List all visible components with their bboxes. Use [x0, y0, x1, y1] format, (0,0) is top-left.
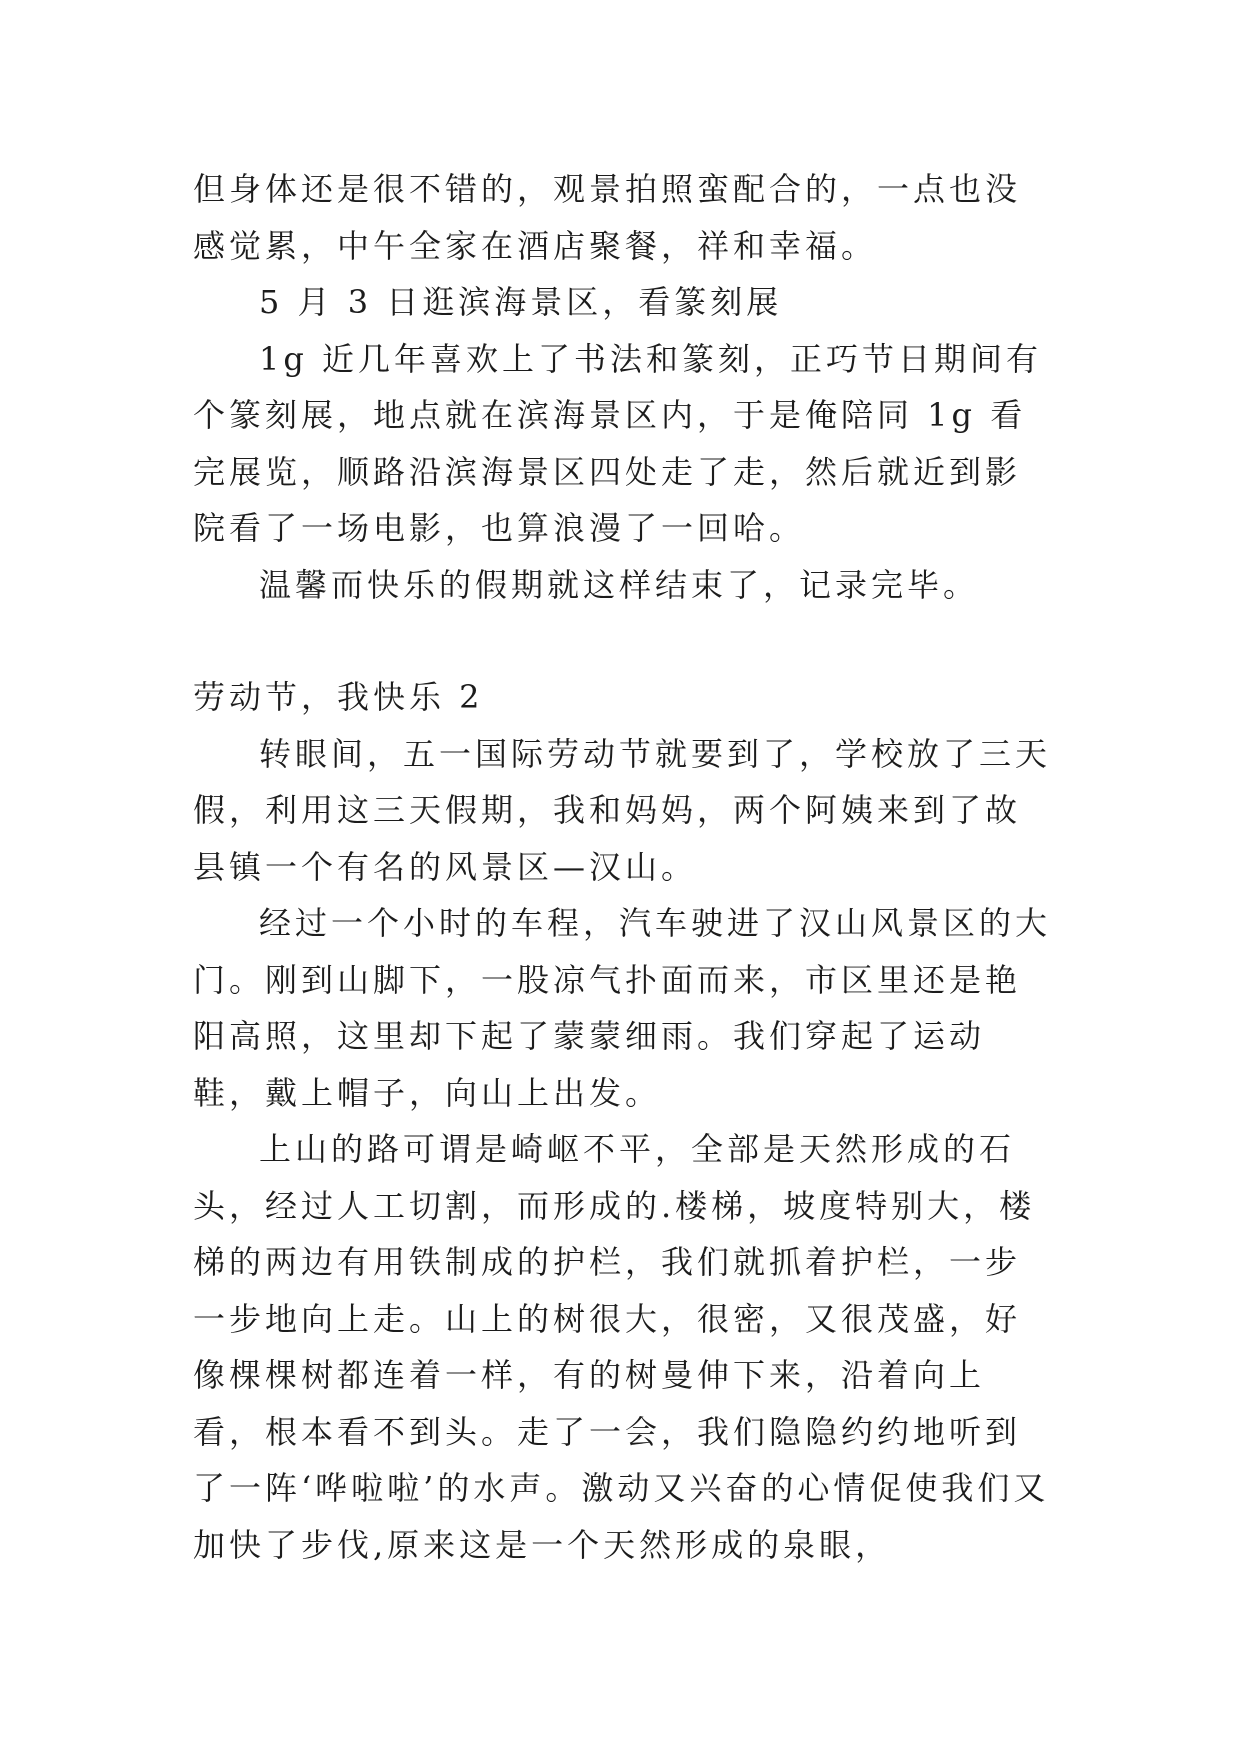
section-spacer — [193, 613, 1055, 669]
section-title: 劳动节，我快乐 2 — [193, 678, 484, 716]
section-paragraph-intro: 转眼间，五一国际劳动节就要到了，学校放了三天假，利用这三天假期，我和妈妈，两个阿姨来到了故县镇一个有名的风景区—汉山。 — [193, 734, 1052, 886]
section-paragraph-arrival: 经过一个小时的车程，汽车驶进了汉山风景区的大门。刚到山脚下，一股凉气扑面而来，市区里还是艳阳高照，这里却下起了蒙蒙细雨。我们穿起了运动鞋，戴上帽子，向山上出发。 — [193, 904, 1052, 1112]
paragraph-ending: 温馨而快乐的假期就这样结束了，记录完毕。 — [259, 565, 980, 604]
paragraph-continued: 但身体还是很不错的，观景拍照蛮配合的，一点也没感觉累，中午全家在酒店聚餐，祥和幸福。 — [193, 170, 1022, 265]
paragraph-date-heading: 5 月 3 日逛滨海景区，看篆刻展 — [259, 283, 783, 321]
section-paragraph-climb: 上山的路可谓是崎岖不平，全部是天然形成的石头，经过人工切割，而形成的.楼梯，坡度特别大，楼梯的两边有用铁制成的护栏，我们就抓着护栏，一步一步地向上走。山上的树很大，很密，又很茂盛，好像棵棵树都连着一样，有的树曼伸下来，沿着向上看，根本看不到头。走了一会，我们隐隐约约地听到了一阵‘哗啦啦’的水声。激动又兴奋的心情促使我们又加快了步伐,原来这是一个天然形成的泉眼， — [193, 1130, 1050, 1564]
paragraph-seal-exhibition: 1g 近几年喜欢上了书法和篆刻，正巧节日期间有个篆刻展，地点就在滨海景区内，于是俺陪同 1g 看完展览，顺路沿滨海景区四处走了走，然后就近到影院看了一场电影，也算浪漫了一回哈。 — [193, 339, 1043, 547]
document-body — [193, 161, 1055, 1573]
